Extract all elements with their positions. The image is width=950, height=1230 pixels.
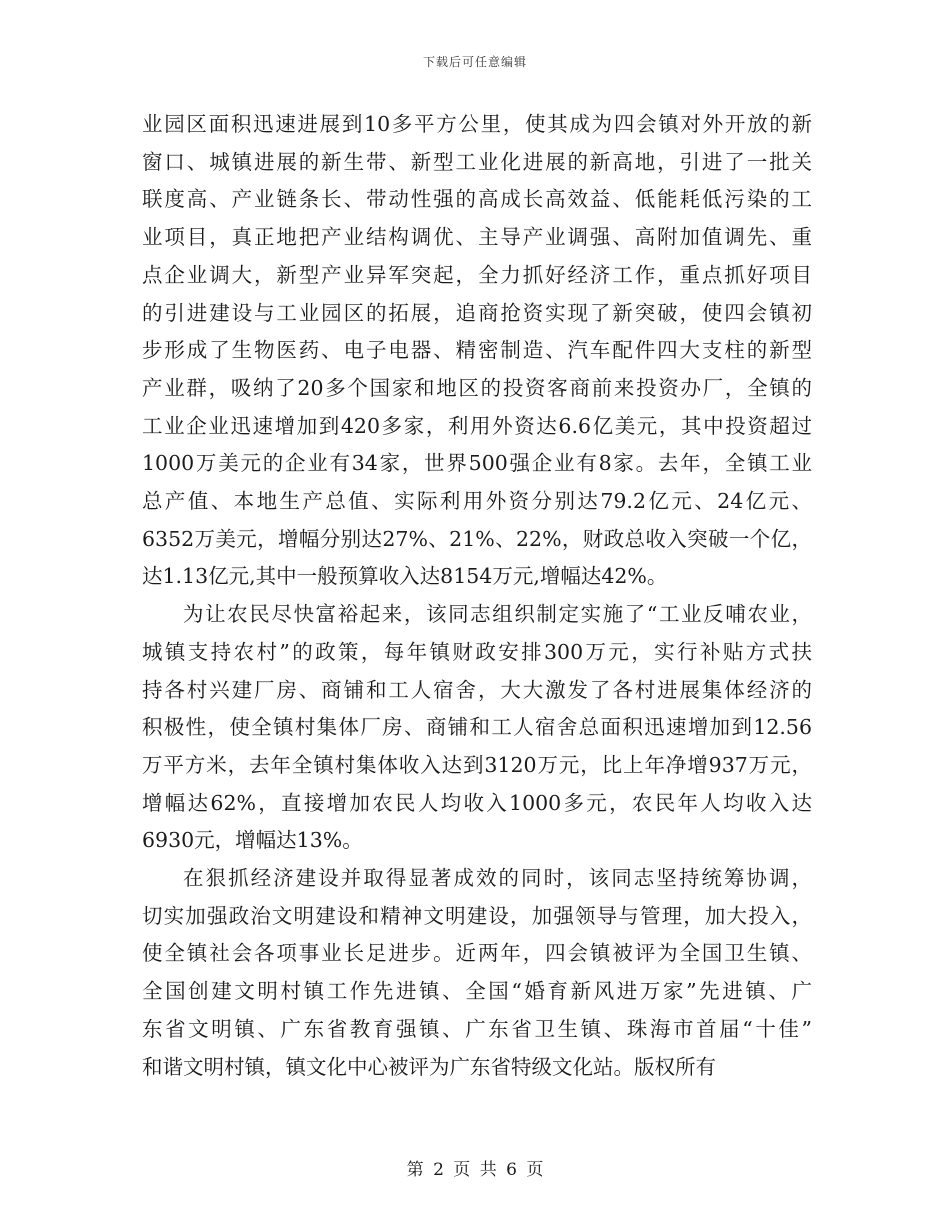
paragraph-industrial-park <box>142 106 812 596</box>
text-line: 万平方米，去年全镇村集体收入达到3120万元，比上年净增937万元， <box>142 752 812 777</box>
body-text <box>142 106 812 1086</box>
text-line: 联度高、产业链条长、带动性强的高成长高效益、低能耗低污染的工 <box>142 187 812 212</box>
text-line: 业园区面积迅速进展到10多平方公里，使其成为四会镇对外开放的新 <box>142 112 812 136</box>
text-line: 东省文明镇、广东省教育强镇、广东省卫生镇、珠海市首届“十佳” <box>142 1016 812 1041</box>
text-line: 点企业调大，新型产业异军突起，全力抓好经济工作，重点抓好项目 <box>142 262 812 287</box>
text-line: 6352万美元，增幅分别达27%、21%、22%，财政总收入突破一个亿， <box>142 526 812 551</box>
text-line: 全国创建文明村镇工作先进镇、全国“婚育新风进万家”先进镇、广 <box>142 979 812 1004</box>
paragraph-civilization <box>142 860 812 1086</box>
text-line: 达1.13亿元,其中一般预算收入达8154万元,增幅达42%。 <box>142 564 668 589</box>
text-line: 和谐文明村镇，镇文化中心被评为广东省特级文化站。版权所有 <box>142 1054 716 1079</box>
text-line: 切实加强政治文明建设和精神文明建设，加强领导与管理，加大投入， <box>142 903 812 928</box>
text-line: 持各村兴建厂房、商铺和工人宿舍，大大激发了各村进展集体经济的 <box>142 677 812 702</box>
text-line: 积极性，使全镇村集体厂房、商铺和工人宿舍总面积迅速增加到12.56 <box>142 715 812 740</box>
page-number-footer: 第 2 页 共 6 页 <box>406 1160 544 1180</box>
text-line: 步形成了生物医药、电子电器、精密制造、汽车配件四大支柱的新型 <box>142 338 812 363</box>
text-line: 窗口、城镇进展的新生带、新型工业化进展的新高地，引进了一批关 <box>142 149 812 174</box>
text-line: 1000万美元的企业有34家，世界500强企业有8家。去年，全镇工业 <box>142 451 812 476</box>
text-line: 总产值、本地生产总值、实际利用外资分别达79.2亿元、24亿元、 <box>142 489 812 514</box>
text-line: 使全镇社会各项事业长足进步。近两年，四会镇被评为全国卫生镇、 <box>142 941 812 966</box>
text-line: 城镇支持农村”的政策，每年镇财政安排300万元，实行补贴方式扶 <box>142 639 812 664</box>
paragraph-rural-support <box>142 596 812 860</box>
text-line: 工业企业迅速增加到420多家，利用外资达6.6亿美元，其中投资超过 <box>142 413 812 438</box>
page-header: 下载后可任意编辑 <box>422 55 527 69</box>
text-line: 的引进建设与工业园区的拓展，追商抢资实现了新突破，使四会镇初 <box>142 300 812 325</box>
text-line: 在狠抓经济建设并取得显著成效的同时，该同志坚持统筹协调， <box>183 866 812 891</box>
text-line: 6930元，增幅达13%。 <box>142 828 363 853</box>
text-line: 产业群，吸纳了20多个国家和地区的投资客商前来投资办厂，全镇的 <box>142 375 812 400</box>
text-line: 增幅达62%，直接增加农民人均收入1000多元，农民年人均收入达 <box>142 790 812 815</box>
text-line: 业项目，真正地把产业结构调优、主导产业调强、高附加值调先、重 <box>142 225 812 250</box>
text-line: 为让农民尽快富裕起来，该同志组织制定实施了“工业反哺农业， <box>183 602 812 627</box>
